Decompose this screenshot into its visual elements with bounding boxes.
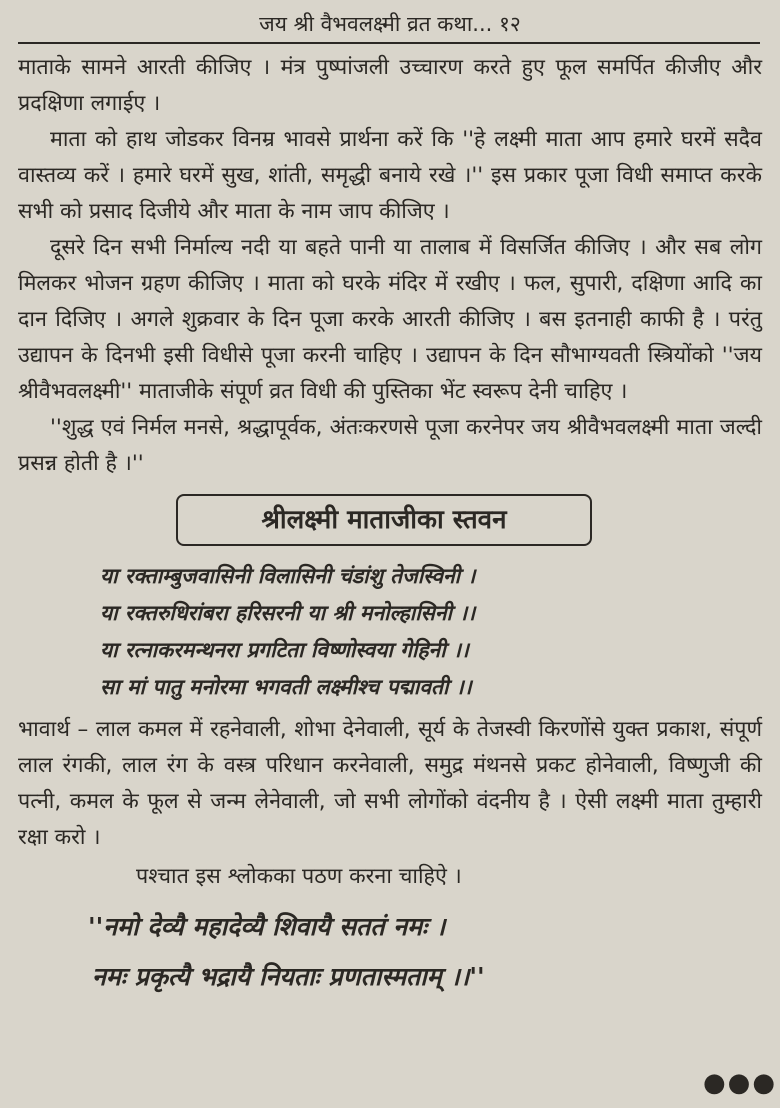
end-mark: ●●● [703,1068,778,1098]
verse-line: सा मां पातु मनोरमा भगवती लक्ष्मीश्च पद्मावती ।। [100,675,472,699]
paragraph-prayer: माता को हाथ जोडकर विनम्र भावसे प्रार्थना करें कि ''हे लक्ष्मी माता आप हमारे घरमें सदैव वास्तव्य करें । हमारे घरमें सुख, शांती, समृद्धी बनाये रखे ।'' इस प्रकार पूजा विधी समाप्त करके सभी को प्रसाद दिजीये और माता के नाम जाप कीजिए । [18,127,762,224]
page-header: जय श्री वैभवलक्ष्मी व्रत कथा... १२ [259,12,521,36]
header-divider [18,42,760,44]
verse-line: या रत्नाकरमन्थनरा प्रगटिता विष्णोस्वया गेहिनी ।। [100,638,469,662]
section-title-stavan: श्रीलक्ष्मी माताजीका स्तवन [176,494,592,546]
paragraph-bhavarth: भावार्थ – लाल कमल में रहनेवाली, शोभा देनेवाली, सूर्य के तेजस्वी किरणोंसे युक्त प्रकाश, संपूर्ण लाल रंगकी, लाल रंग के वस्त्र परिधान करनेवाली, समुद्र मंथनसे प्रकट होनेवाली, विष्णुजी की पत्नी, कमल के फूल से जन्म लेनेवाली, जो सभी लोगोंको वंदनीय है । ऐसी लक्ष्मी माता तुम्हारी रक्षा करो । [18,717,762,850]
shloka-line: नमः प्रकृत्यै भद्रायै नियताः प्रणतास्मताम् ।।'' [92,962,485,991]
paragraph-visarjan: दूसरे दिन सभी निर्माल्य नदी या बहते पानी या तालाब में विसर्जित कीजिए । और सब लोग मिलकर भोजन ग्रहण कीजिए । माता को घरके मंदिर में रखीए । फल, सुपारी, दक्षिणा आदि का दान दिजिए । अगले शुक्रवार के दिन पूजा करके आरती कीजिए । बस इतनाही काफी है । परंतु उद्यापन के दिनभी इसी विधीसे पूजा करनी चाहिए । उद्यापन के दिन सौभाग्यवती स्त्रियोंको ''जय श्रीवैभवलक्ष्मी'' माताजीके संपूर्ण व्रत विधी की पुस्तिका भेंट स्वरूप देनी चाहिए । [18,235,762,404]
verse-line: या रक्तरुधिरांबरा हरिसरनी या श्री मनोल्हासिनी ।। [100,601,476,625]
paragraph-blessing: ''शुद्ध एवं निर्मल मनसे, श्रद्धापूर्वक, अंतःकरणसे पूजा करनेपर जय श्रीवैभवलक्ष्मी माता जल्दी प्रसन्न होती है ।'' [18,415,762,476]
paragraph-aarti: माताके सामने आरती कीजिए । मंत्र पुष्पांजली उच्चारण करते हुए फूल समर्पित कीजीए और प्रदक्षिणा लगाईए । [18,55,762,116]
verse-line: या रक्ताम्बुजवासिनी विलासिनी चंडांशु तेजस्विनी । [100,564,476,588]
shloka-line: ''नमो देव्यै महादेव्यै शिवायै सततं नमः । [88,912,446,941]
page-body [18,50,762,1002]
shloka-intro: पश्चात इस श्लोकका पठण करना चाहिऐ । [136,864,462,889]
